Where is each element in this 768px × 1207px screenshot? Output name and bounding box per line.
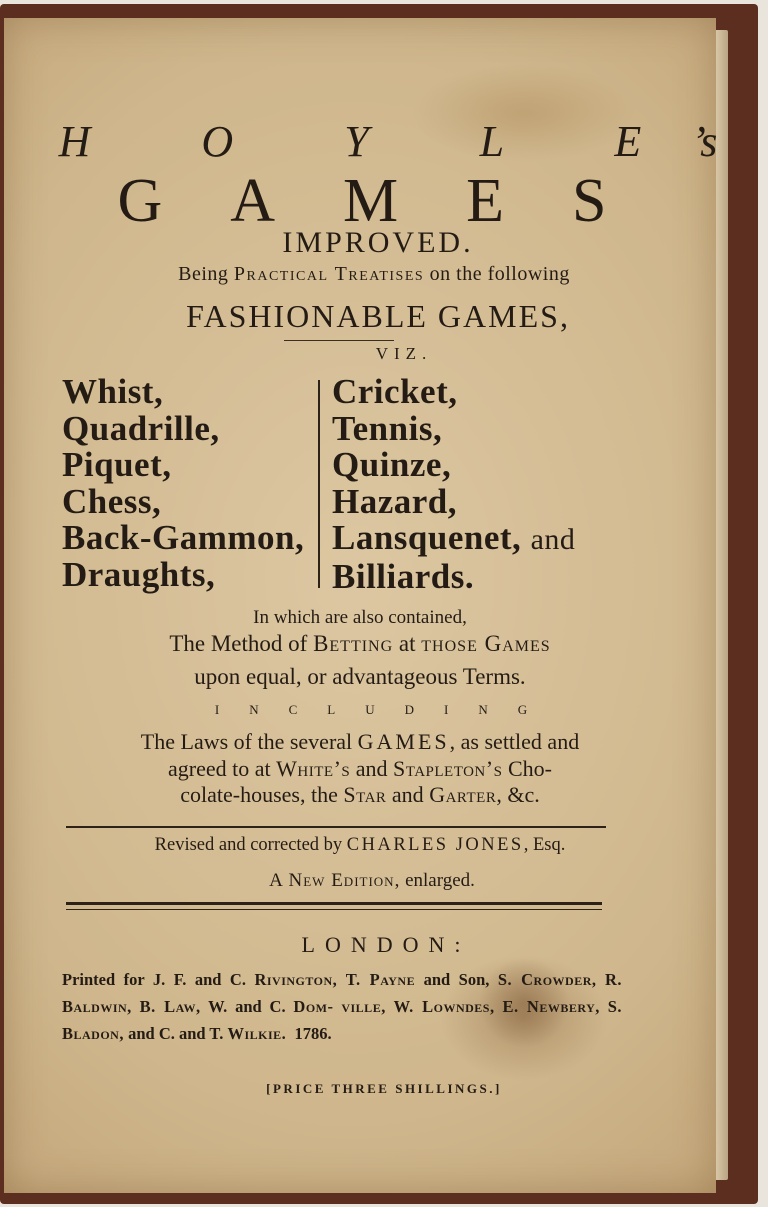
imprint-city: LONDON: <box>301 932 471 957</box>
game-item: Billiards. <box>332 556 475 596</box>
upon-line: upon equal, or advantageous Terms. <box>194 664 526 689</box>
subtitle-viz: VIZ. <box>375 344 433 363</box>
revised-line: Revised and corrected by CHARLES JONES, Esq. <box>154 835 566 855</box>
in-which-line: In which are also contained, <box>253 607 467 628</box>
column-divider <box>318 380 320 588</box>
colate-line: colate-houses, the Star and Garter, &c. <box>180 782 540 807</box>
game-item: Piquet, <box>62 445 172 484</box>
game-item: Back-Gammon, <box>62 518 305 557</box>
price-line: [PRICE THREE SHILLINGS.] <box>266 1081 502 1096</box>
game-item: Quadrille, <box>62 408 220 448</box>
game-item: Hazard, <box>332 481 458 521</box>
game-item: Cricket, <box>332 372 458 411</box>
game-item: Draughts, <box>62 554 216 594</box>
divider-rule <box>66 826 606 828</box>
game-item: Chess, <box>62 481 162 521</box>
laws-line: The Laws of the several GAMES, as settled and <box>140 729 580 754</box>
double-rule-thin <box>66 909 602 910</box>
subtitle-fashionable: FASHIONABLE GAMES, <box>186 298 570 334</box>
imprint-printers: Printed for J. F. and C. Rivington, T. Payne and Son, S. Crowder, R. Baldwin, B. Law, W. and C. Dom- ville, W. Lowndes, E. Newbery, S. Bladon, and C. and T. Wilkie. 1786. <box>62 970 623 1043</box>
title-improved: IMPROVED. <box>282 226 474 259</box>
subtitle-being: Being Practical Treatises on the following <box>178 263 570 285</box>
game-item: Tennis, <box>332 408 443 448</box>
viz-rule <box>284 340 394 341</box>
including-line: INCLUDING <box>214 702 558 717</box>
title-games: GAMES <box>117 167 675 235</box>
method-line: The Method of Betting at those Games <box>169 631 551 656</box>
edition-line: A New Edition, enlarged. <box>269 870 475 891</box>
game-item: Quinze, <box>332 445 452 484</box>
game-item: Whist, <box>62 372 164 411</box>
games-list-right <box>332 374 575 595</box>
double-rule-thick <box>66 902 602 905</box>
title-page <box>4 18 716 1193</box>
title-hoyle: H O Y L E’s <box>58 117 718 166</box>
games-list-left <box>62 374 304 593</box>
game-item-lansquenet: Lansquenet, and <box>332 518 576 557</box>
agreed-line: agreed to at White’s and Stapleton’s Cho- <box>168 756 552 781</box>
